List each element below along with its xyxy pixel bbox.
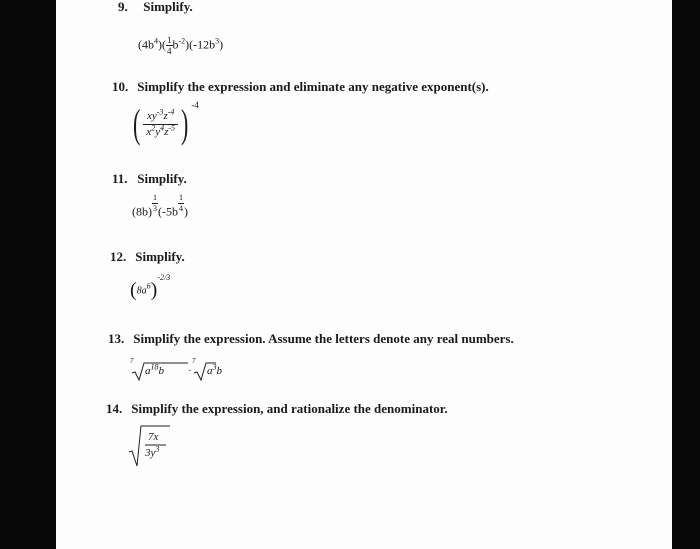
question-prompt: Simplify.: [137, 171, 187, 186]
fraction-numerator: 1: [179, 193, 183, 202]
radicand-2: [207, 362, 222, 377]
question-number: 11.: [112, 171, 128, 186]
fraction: [143, 106, 178, 140]
question-number: 9.: [118, 0, 128, 14]
question-number: 10.: [112, 79, 129, 94]
fraction-numerator: 1: [167, 35, 172, 45]
expr-exponent: 3: [215, 36, 220, 46]
left-paren: (: [130, 279, 137, 301]
expr-exponent: 18: [150, 362, 159, 372]
question-number: 14.: [106, 401, 123, 416]
question-14: [106, 401, 448, 417]
fraction-denominator: 4: [167, 46, 172, 56]
expr-exponent: -4: [167, 106, 175, 116]
fraction-exponent: [178, 193, 184, 214]
expr-exponent: 3: [155, 444, 160, 454]
fraction-exponent: [152, 193, 158, 214]
expr-part: ): [184, 204, 188, 219]
expr-part: a: [207, 365, 213, 377]
radicand-1: [145, 362, 164, 377]
expr-part: b: [216, 365, 222, 377]
question-prompt: Simplify the expression, and rationalize the denominator.: [131, 401, 448, 416]
expr-part: xy: [147, 109, 157, 122]
expr-part: z: [164, 125, 169, 138]
fraction-denominator: [143, 122, 178, 140]
expression-14: [128, 424, 188, 468]
expr-exponent: -3: [156, 106, 164, 116]
question-prompt: Simplify the expression and eliminate any negative exponent(s).: [137, 79, 489, 94]
expr-part: 8a: [136, 285, 147, 297]
expr-exponent: 2: [151, 122, 156, 132]
expr-part: b: [158, 365, 164, 377]
question-prompt: Simplify.: [143, 0, 193, 14]
expr-part: 3y: [145, 447, 156, 459]
radical-index: 7: [130, 357, 134, 365]
expr-part: z: [163, 109, 168, 122]
expression-9: [138, 35, 223, 56]
expression-10: [130, 99, 199, 146]
expr-exponent: -5: [168, 122, 176, 132]
expr-part: )(: [158, 37, 166, 52]
fraction-denominator: 3: [153, 204, 157, 213]
expr-part: (-5b: [158, 204, 178, 219]
scan-left-edge: [0, 0, 56, 549]
expr-part: (4b: [138, 37, 154, 52]
expr-exponent: 4: [160, 122, 165, 132]
left-paren: (: [132, 101, 141, 146]
question-number: 12.: [110, 249, 127, 264]
right-paren: ): [181, 101, 189, 146]
question-11: [112, 171, 187, 187]
fraction-numerator: 7x: [148, 431, 159, 443]
question-number: 13.: [108, 331, 125, 346]
fraction-numerator: 1: [153, 193, 157, 202]
radical-index: 7: [192, 357, 196, 365]
expr-part: a: [145, 365, 151, 377]
expr-part: )(-12b: [185, 37, 216, 52]
question-13: [108, 331, 514, 347]
expr-exponent: 6: [146, 281, 151, 291]
question-10: [112, 79, 489, 95]
outer-exponent: -4: [191, 99, 199, 110]
right-paren: ): [150, 279, 158, 301]
question-prompt: Simplify the expression. Assume the letters denote any real numbers.: [133, 331, 514, 346]
expression-12: [130, 273, 171, 302]
scan-right-edge: [672, 0, 700, 549]
expr-part: y: [155, 125, 161, 138]
multiply-dot: ·: [188, 365, 192, 377]
expr-part: ): [219, 37, 224, 52]
expr-part: b: [172, 37, 179, 52]
expr-exponent: 3: [212, 362, 217, 372]
outer-exponent: -2/3: [157, 273, 171, 283]
expr-exponent: 4: [154, 36, 158, 46]
question-12: [110, 249, 185, 265]
expr-part: x: [146, 125, 152, 138]
question-9: [118, 0, 193, 15]
question-prompt: Simplify.: [135, 249, 185, 264]
expr-exponent: -2: [178, 36, 186, 46]
fraction-denominator: [145, 444, 160, 459]
fraction-denominator: 4: [179, 204, 183, 213]
expr-part: (8b): [132, 204, 152, 219]
expression-11: [132, 193, 188, 223]
